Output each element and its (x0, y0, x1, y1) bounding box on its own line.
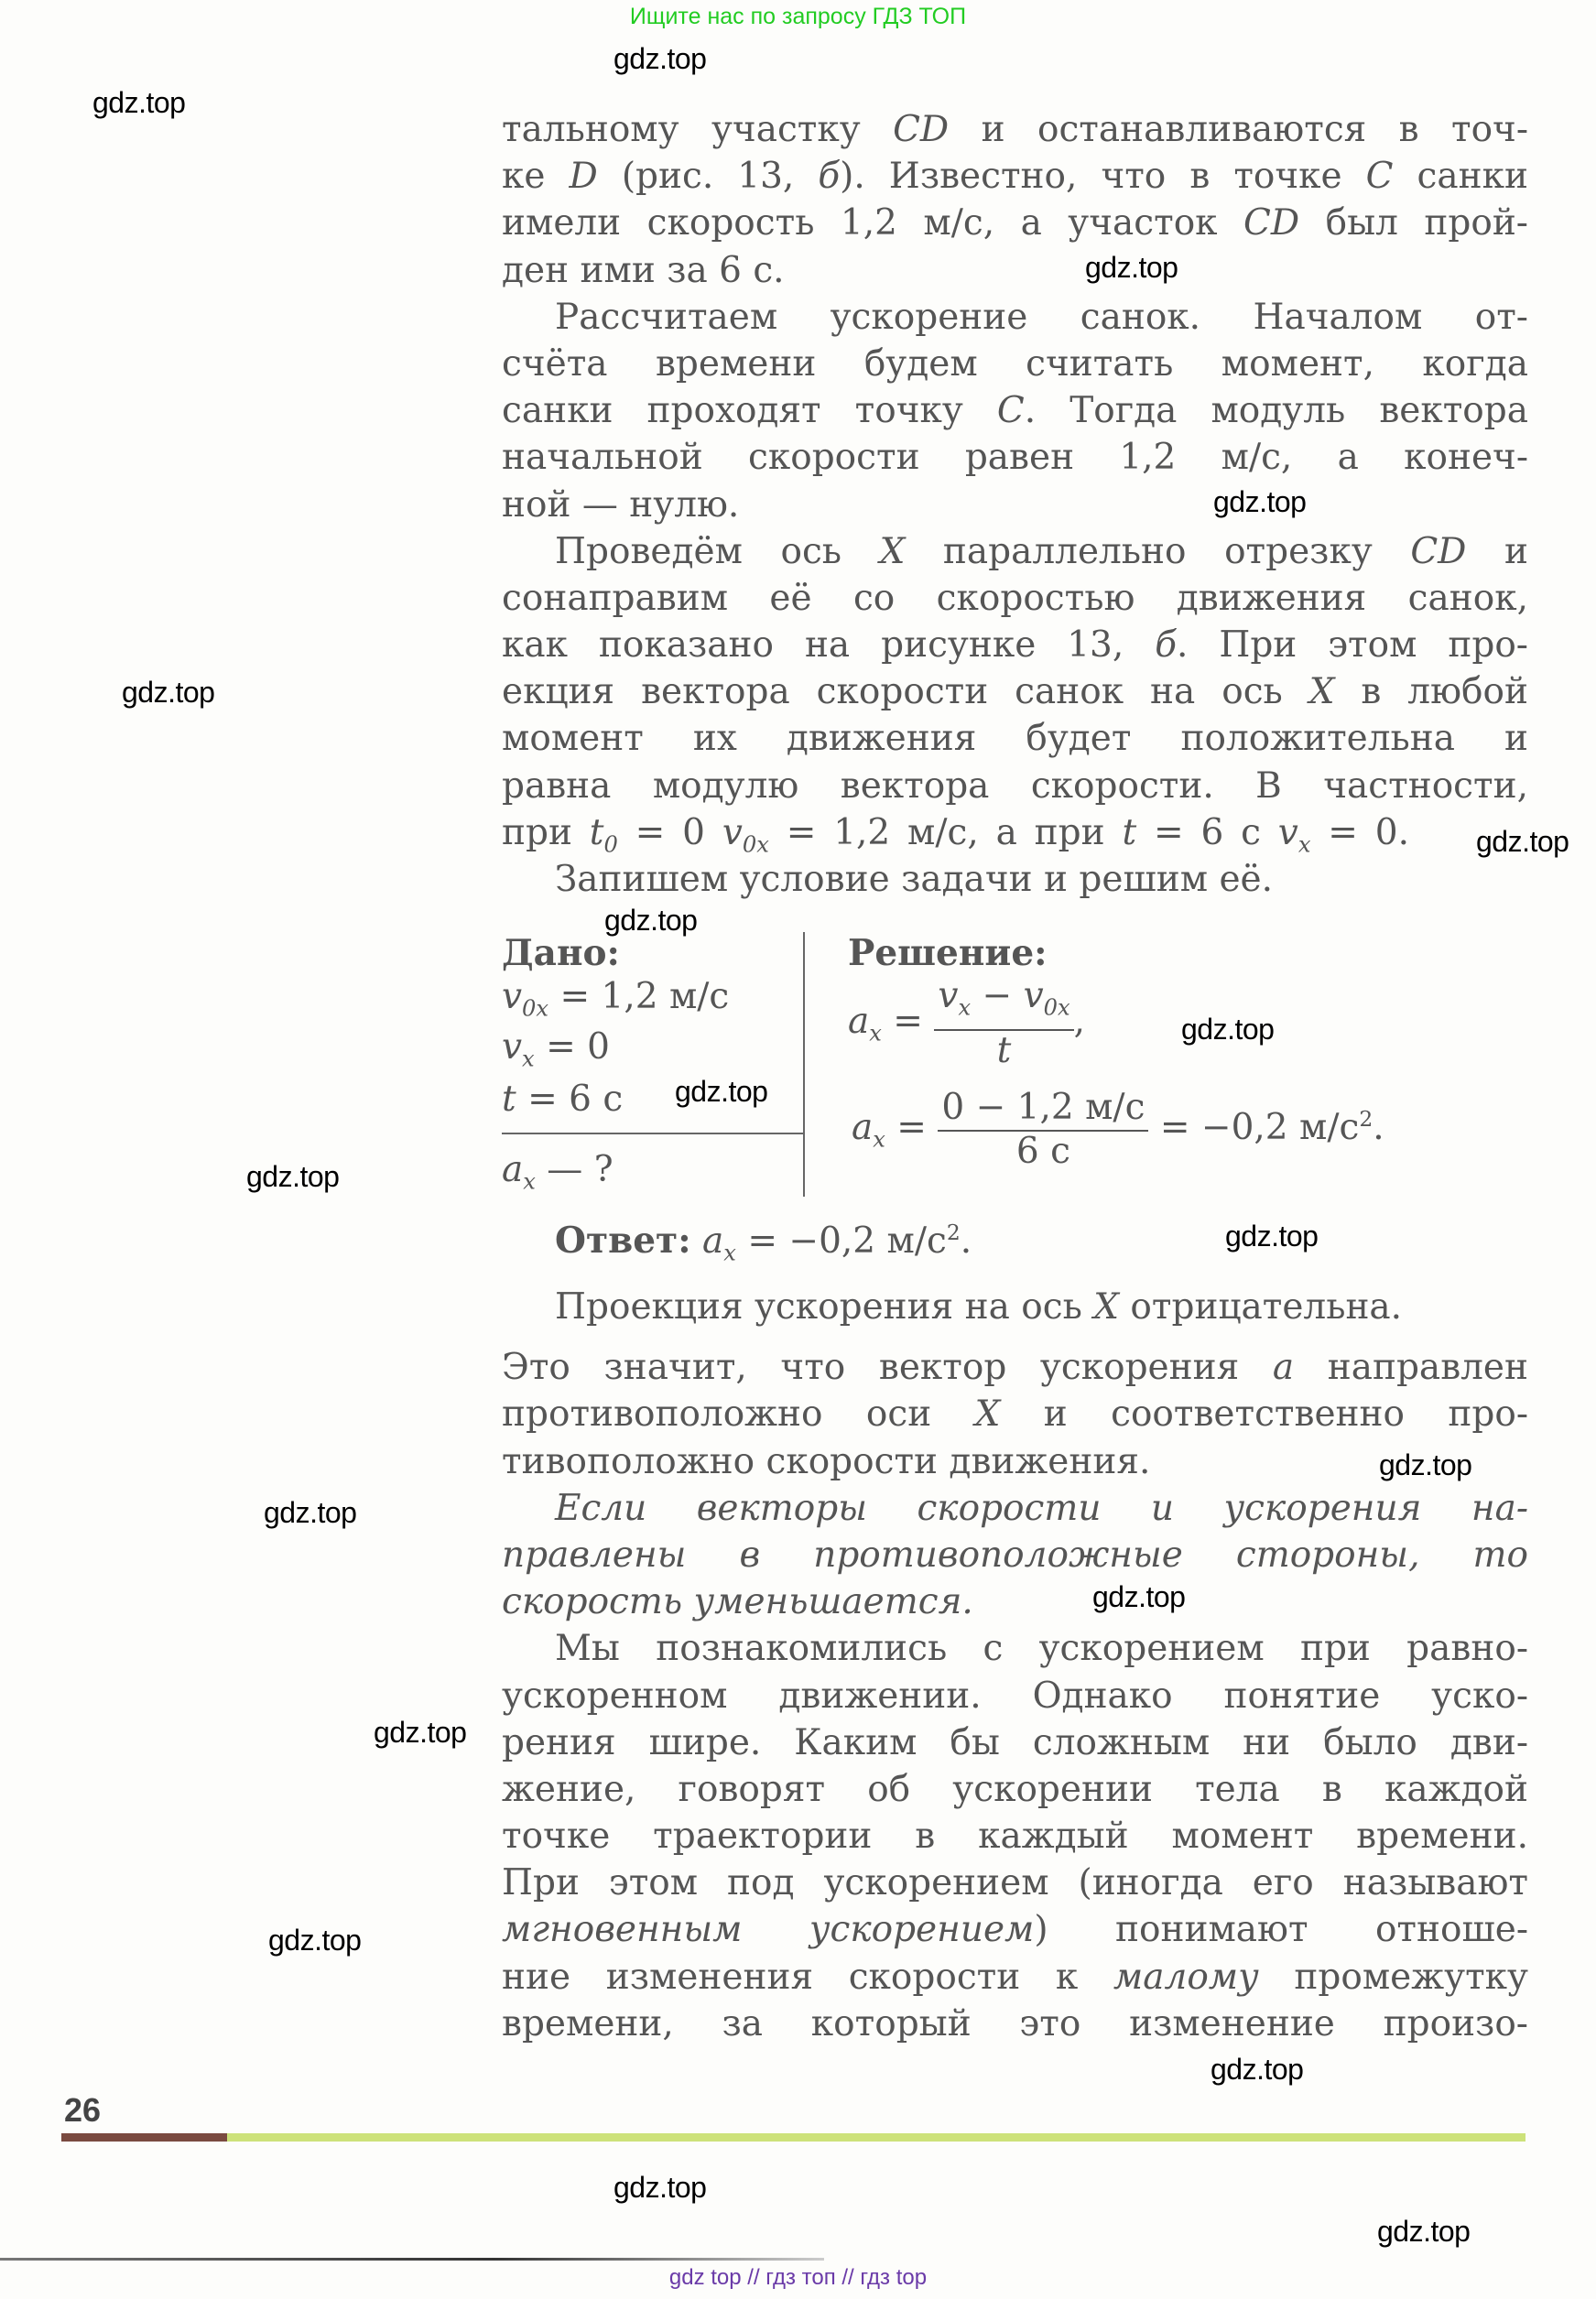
watermark: gdz.top (1092, 1580, 1186, 1613)
text-line (502, 715, 1528, 762)
text-segment: ). Известно, что в точке (840, 156, 1366, 198)
text-segment: имели скорость 1,2 м/с, а участок (502, 202, 1244, 244)
text-segment: и (1466, 530, 1528, 572)
text-segment: ) понимают отноше- (1034, 1909, 1528, 1951)
text-segment: CD (1410, 530, 1467, 572)
text-line (502, 1391, 1528, 1437)
page-edge-line (0, 2258, 824, 2261)
text-segment: CD (1243, 202, 1300, 244)
text-segment: и останавливаются в точ- (949, 109, 1528, 150)
text-line (502, 1813, 1528, 1860)
text-segment: правлены в противоположные стороны, то (502, 1534, 1528, 1576)
watermark: gdz.top (1085, 251, 1178, 284)
text-segment: Мы познакомились с ускорением при равно- (555, 1628, 1528, 1670)
text-segment: Запишем условие задачи и решим её. (555, 859, 1274, 900)
text-segment: (рис. 13, (597, 156, 819, 198)
given-vx: $v_x = 0$ (502, 1026, 610, 1072)
watermark: gdz.top (374, 1716, 467, 1749)
text-segment: параллельно отрезку (905, 530, 1411, 572)
answer: Ответ: $a_x = -0,2$ $м/с^2$. (555, 1220, 972, 1266)
text-block-top (502, 106, 1528, 903)
text-segment: был прой- (1299, 202, 1528, 244)
text-segment: в любой (1334, 671, 1528, 713)
text-line (502, 763, 1528, 809)
text-segment: X (879, 530, 906, 572)
text-line (502, 668, 1528, 715)
text-segment: скорость уменьшается. (502, 1581, 973, 1623)
given-v0x: $v_{0x} = 1,2$ м/с (502, 976, 730, 1022)
text-segment: x (1297, 831, 1311, 856)
watermark: gdz.top (264, 1496, 357, 1529)
text-line (502, 528, 1528, 575)
text-line (502, 1344, 1528, 1391)
text-segment: точке траектории в каждый момент времени. (502, 1816, 1528, 1858)
text-segment: сонаправим её со скоростью движения санок, (502, 577, 1528, 619)
text-segment: противоположно оси (502, 1393, 975, 1436)
text-segment: направлен (1294, 1347, 1528, 1389)
text-line (502, 622, 1528, 668)
text-segment: счёта времени будем считать момент, когда (502, 342, 1528, 385)
text-line (502, 106, 1528, 153)
text-segment: екция вектора скорости санок на ось (502, 671, 1309, 713)
text-segment: = 0 (617, 811, 722, 853)
watermark: gdz.top (1211, 2053, 1304, 2086)
text-segment: времени, за который это изменение произо- (502, 2002, 1528, 2044)
given-title: Дано: (502, 932, 620, 974)
watermark: gdz.top (92, 86, 186, 119)
text-segment: рения шире. Каким бы сложным ни было дви- (502, 1721, 1528, 1763)
text-segment: при (502, 811, 590, 853)
text-segment: мгновенным ускорением (502, 1909, 1035, 1951)
search-banner: Ищите нас по запросу ГДЗ ТОП (629, 4, 967, 29)
text-line (502, 1284, 1528, 1330)
text-segment: Если векторы скорости и ускорения на- (555, 1487, 1528, 1529)
footer-banner: gdz top // гдз топ // гдз top (668, 2265, 928, 2290)
text-segment: тивоположно скорости движения. (502, 1440, 1151, 1482)
text-line (502, 294, 1528, 341)
watermark: gdz.top (613, 42, 707, 75)
text-segment: 0 (603, 831, 618, 856)
text-line (502, 482, 1528, 528)
text-segment: 0x (742, 831, 769, 856)
text-segment: ной — нулю. (502, 483, 740, 526)
text-segment: Проведём ось (555, 530, 880, 572)
text-line (502, 575, 1528, 622)
text-segment: б (1155, 624, 1177, 667)
text-line (502, 1766, 1528, 1813)
table-vertical-divider (803, 932, 805, 1197)
text-segment: промежутку (1258, 1956, 1528, 1998)
text-line (502, 387, 1528, 434)
text-line (502, 341, 1528, 387)
text-segment: Рассчитаем ускорение санок. Началом от- (555, 296, 1528, 338)
text-segment: . Тогда модуль вектора (1024, 390, 1528, 432)
text-line (502, 1438, 1528, 1485)
text-segment: v (1277, 811, 1298, 853)
page-number: 26 (64, 2091, 102, 2129)
text-segment: санки проходят точку (502, 390, 997, 432)
text-segment: жение, говорят об ускорении тела в каждой (502, 1768, 1528, 1810)
text-line (502, 200, 1528, 246)
text-segment: тальному участку (502, 109, 894, 150)
text-segment: . При этом про- (1177, 624, 1528, 667)
watermark: gdz.top (1377, 2215, 1471, 2248)
text-line (502, 1673, 1528, 1719)
footer-bar (61, 2133, 1525, 2142)
text-segment: как показано на рисунке 13, (502, 624, 1156, 667)
watermark: gdz.top (246, 1160, 340, 1193)
text-line (502, 1860, 1528, 1906)
text-segment: санки (1393, 156, 1528, 198)
watermark: gdz.top (1225, 1220, 1319, 1253)
text-segment: и соответственно про- (1000, 1393, 1528, 1436)
text-segment: начальной скорости равен 1,2 м/с, а конеч- (502, 437, 1528, 479)
text-line (502, 1532, 1528, 1578)
text-segment: t (1122, 811, 1137, 853)
formula-acceleration: $a_x$ = $\frac{v_x - v_{0x}}{t}$ , (848, 975, 1086, 1072)
solution-title: Решение: (848, 932, 1048, 974)
text-segment: X (974, 1393, 1001, 1436)
text-line (502, 1485, 1528, 1532)
text-segment: ден ими за 6 с. (502, 249, 785, 291)
text-line (502, 1954, 1528, 2001)
watermark: gdz.top (675, 1075, 768, 1108)
text-line (502, 153, 1528, 200)
text-line (502, 856, 1528, 903)
given-t: t = 6 с (502, 1079, 624, 1120)
watermark: gdz.top (613, 2171, 707, 2204)
text-segment: X (1093, 1286, 1120, 1328)
text-segment: v (722, 811, 743, 853)
text-segment: ускоренном движении. Однако понятие уско- (502, 1675, 1528, 1717)
text-segment: CD (893, 109, 950, 150)
watermark: gdz.top (1213, 485, 1307, 518)
watermark: gdz.top (1379, 1448, 1472, 1481)
text-segment: C (1365, 156, 1394, 198)
watermark: gdz.top (1476, 825, 1569, 858)
text-segment: ке (502, 156, 570, 198)
find-ax: $a_x$ — ? (502, 1149, 613, 1195)
table-horizontal-divider (502, 1133, 804, 1134)
text-segment: б (818, 156, 841, 198)
watermark: gdz.top (268, 1924, 362, 1957)
text-segment: = 1,2 м/с, а при (768, 811, 1123, 853)
text-segment: D (569, 156, 598, 198)
text-segment: Проекция ускорения на ось (555, 1286, 1094, 1328)
vector-a: → a (1273, 1344, 1294, 1391)
text-segment: t (589, 811, 604, 853)
text-segment: равна модулю вектора скорости. В частности, (502, 765, 1528, 807)
text-segment: При этом под ускорением (иногда его называют (502, 1862, 1528, 1904)
text-segment: = 0. (1310, 811, 1409, 853)
watermark: gdz.top (1181, 1013, 1275, 1046)
footer-bar-accent (61, 2133, 227, 2142)
text-block-bottom (502, 1284, 1528, 2047)
watermark: gdz.top (604, 904, 698, 937)
text-segment: момент их движения будет положительна и (502, 718, 1528, 760)
formula-calculation: $a_x$ = $\frac{0 - 1,2 м/с}{6 с}$ = −0,2 $м/с^2$. (852, 1087, 1384, 1172)
text-segment: ние изменения скорости к (502, 1956, 1113, 1998)
text-line (502, 247, 1528, 294)
text-segment: C (996, 390, 1025, 432)
text-line (502, 1625, 1528, 1672)
text-line (502, 1906, 1528, 1953)
text-line (502, 434, 1528, 481)
watermark: gdz.top (122, 676, 215, 709)
text-line (502, 1578, 1528, 1625)
text-line (502, 2001, 1528, 2047)
text-line (502, 809, 1528, 856)
text-segment: = 6 с (1136, 811, 1278, 853)
text-line (502, 1719, 1528, 1766)
text-segment: Это значит, что вектор ускорения (502, 1347, 1273, 1389)
text-segment: X (1308, 671, 1335, 713)
text-segment: малому (1113, 1956, 1259, 1998)
text-segment: отрицательна. (1119, 1286, 1403, 1328)
